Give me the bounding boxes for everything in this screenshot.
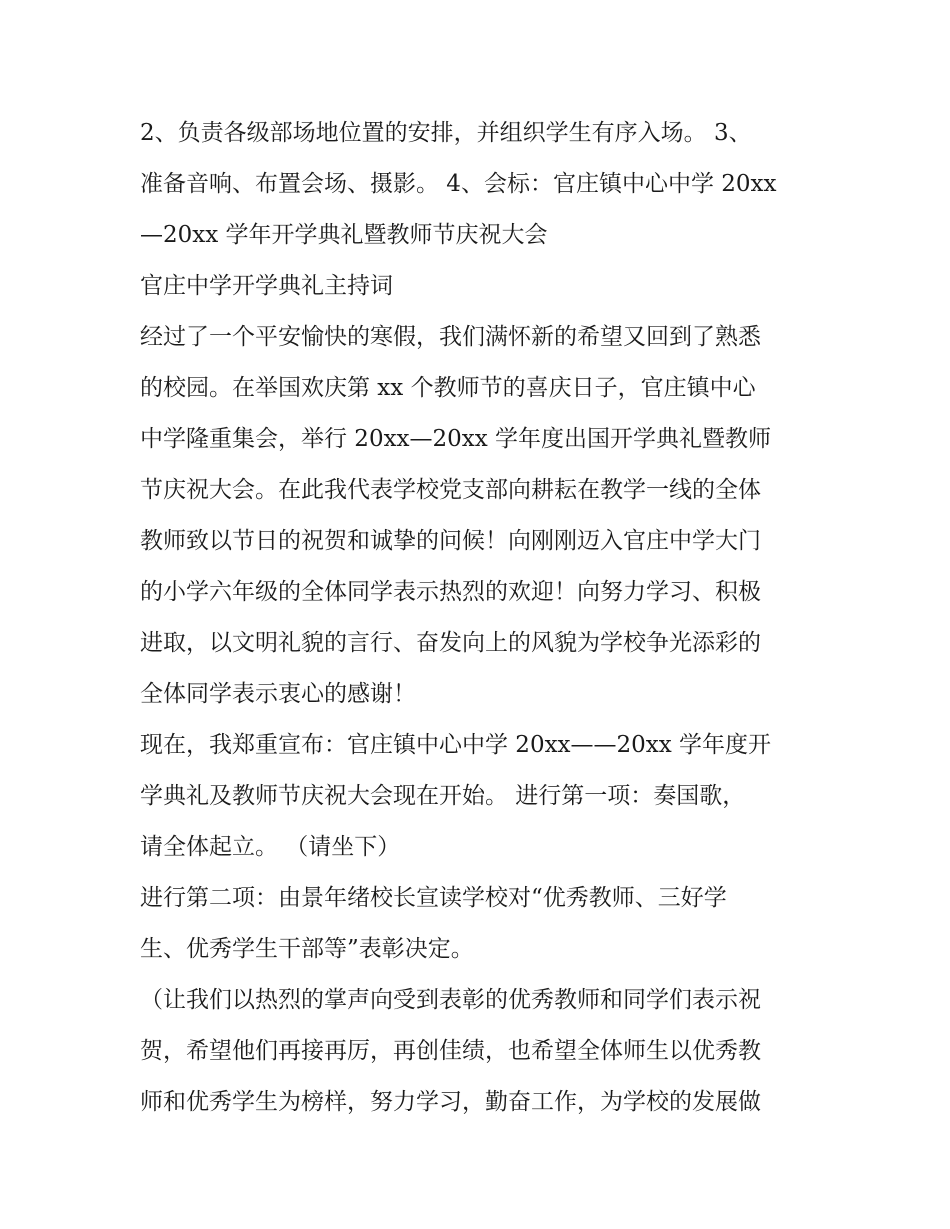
text-line: 学典礼及教师节庆祝大会现在开始。 进行第一项：奏国歌， (140, 783, 746, 809)
text-line: 的校园。在举国欢庆第 xx 个教师节的喜庆日子，官庄镇中心 (140, 375, 756, 401)
text-line: 生、优秀学生干部等”表彰决定。 (140, 936, 474, 962)
text-line: 现在，我郑重宣布：官庄镇中心中学 20xx——20xx 学年度开 (140, 732, 772, 758)
text-line: 进取，以文明礼貌的言行、奋发向上的风貌为学校争光添彩的 (140, 630, 761, 656)
text-line: 全体同学表示衷心的感谢！ (140, 681, 416, 707)
text-line: 中学隆重集会，举行 20xx—20xx 学年度出国开学典礼暨教师 (140, 426, 772, 452)
text-line: 请全体起立。 （请坐下） (140, 834, 401, 860)
text-line: 师和优秀学生为榜样，努力学习，勤奋工作，为学校的发展做 (140, 1089, 761, 1115)
text-line: —20xx 学年开学典礼暨教师节庆祝大会 (140, 222, 548, 248)
text-line: 进行第二项：由景年绪校长宣读学校对“优秀教师、三好学 (140, 885, 727, 911)
text-line: 贺，希望他们再接再厉，再创佳绩，也希望全体师生以优秀教 (140, 1038, 761, 1064)
text-line: 节庆祝大会。在此我代表学校党支部向耕耘在教学一线的全体 (140, 477, 761, 503)
section-heading: 官庄中学开学典礼主持词 (140, 273, 393, 299)
text-line: 的小学六年级的全体同学表示热烈的欢迎！向努力学习、积极 (140, 579, 761, 605)
text-line: 经过了一个平安愉快的寒假，我们满怀新的希望又回到了熟悉 (140, 324, 761, 350)
text-line: 教师致以节日的祝贺和诚挚的问候！向刚刚迈入官庄中学大门 (140, 528, 761, 554)
document-body (140, 108, 820, 1128)
text-line: （让我们以热烈的掌声向受到表彰的优秀教师和同学们表示祝 (140, 987, 761, 1013)
text-line: 准备音响、布置会场、摄影。 4、会标：官庄镇中心中学 20xx (140, 171, 777, 197)
text-line: 2、负责各级部场地位置的安排，并组织学生有序入场。 3、 (140, 120, 752, 146)
